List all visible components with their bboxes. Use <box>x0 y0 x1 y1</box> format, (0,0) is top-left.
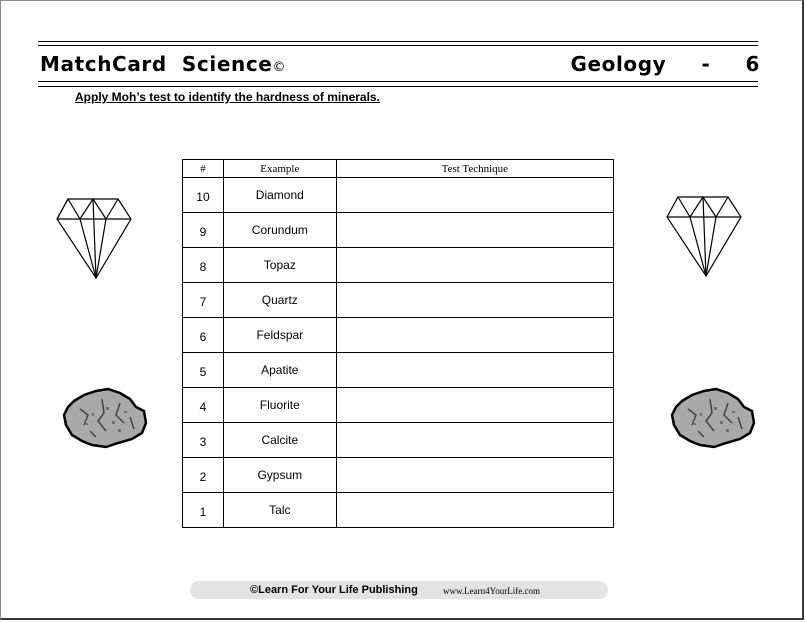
row-number: 4 <box>183 388 224 423</box>
table-row <box>183 213 614 248</box>
row-example: Fluorite <box>223 388 336 423</box>
row-technique-field[interactable] <box>336 178 613 213</box>
row-technique-field[interactable] <box>336 423 613 458</box>
row-example: Calcite <box>223 423 336 458</box>
row-number: 3 <box>183 423 224 458</box>
row-technique-field[interactable] <box>336 213 613 248</box>
table-header-row <box>183 160 614 178</box>
header-rule <box>38 86 758 87</box>
table-row <box>183 318 614 353</box>
brand-title <box>40 52 286 76</box>
row-technique-field[interactable] <box>336 248 613 283</box>
row-number: 9 <box>183 213 224 248</box>
row-example: Apatite <box>223 353 336 388</box>
diamond-icon <box>55 196 133 280</box>
row-number: 5 <box>183 353 224 388</box>
header-number: # <box>183 160 224 178</box>
row-number: 7 <box>183 283 224 318</box>
row-number: 10 <box>183 178 224 213</box>
row-number: 1 <box>183 493 224 528</box>
table-row <box>183 283 614 318</box>
brand-name: MatchCard Science <box>40 52 273 76</box>
hardness-table <box>182 159 614 528</box>
row-example: Diamond <box>223 178 336 213</box>
publisher-text: ©Learn For Your Life Publishing <box>250 584 418 596</box>
row-technique-field[interactable] <box>336 493 613 528</box>
rock-icon <box>670 385 756 451</box>
row-example: Talc <box>223 493 336 528</box>
row-technique-field[interactable] <box>336 388 613 423</box>
rock-icon <box>62 385 148 451</box>
website-link[interactable]: www.Learn4YourLife.com <box>443 586 540 596</box>
row-technique-field[interactable] <box>336 458 613 493</box>
row-example: Topaz <box>223 248 336 283</box>
row-example: Quartz <box>223 283 336 318</box>
header-technique: Test Technique <box>336 160 613 178</box>
table-row <box>183 423 614 458</box>
row-technique-field[interactable] <box>336 283 613 318</box>
header-rule <box>38 81 758 82</box>
row-number: 2 <box>183 458 224 493</box>
table-row <box>183 353 614 388</box>
row-number: 8 <box>183 248 224 283</box>
table-row <box>183 493 614 528</box>
header-example: Example <box>223 160 336 178</box>
table-row <box>183 458 614 493</box>
row-number: 6 <box>183 318 224 353</box>
row-example: Feldspar <box>223 318 336 353</box>
table-row <box>183 388 614 423</box>
subject-title: Geology - 6 <box>570 52 760 76</box>
table-row <box>183 178 614 213</box>
footer-bar <box>190 581 608 599</box>
diamond-icon <box>665 194 743 278</box>
header-rule <box>38 41 758 42</box>
header-rule <box>38 45 758 46</box>
row-example: Gypsum <box>223 458 336 493</box>
instruction-text: Apply Moh’s test to identify the hardness of minerals. <box>75 90 380 104</box>
row-technique-field[interactable] <box>336 318 613 353</box>
row-example: Corundum <box>223 213 336 248</box>
row-technique-field[interactable] <box>336 353 613 388</box>
table-row <box>183 248 614 283</box>
copyright-mark: © <box>272 60 287 75</box>
